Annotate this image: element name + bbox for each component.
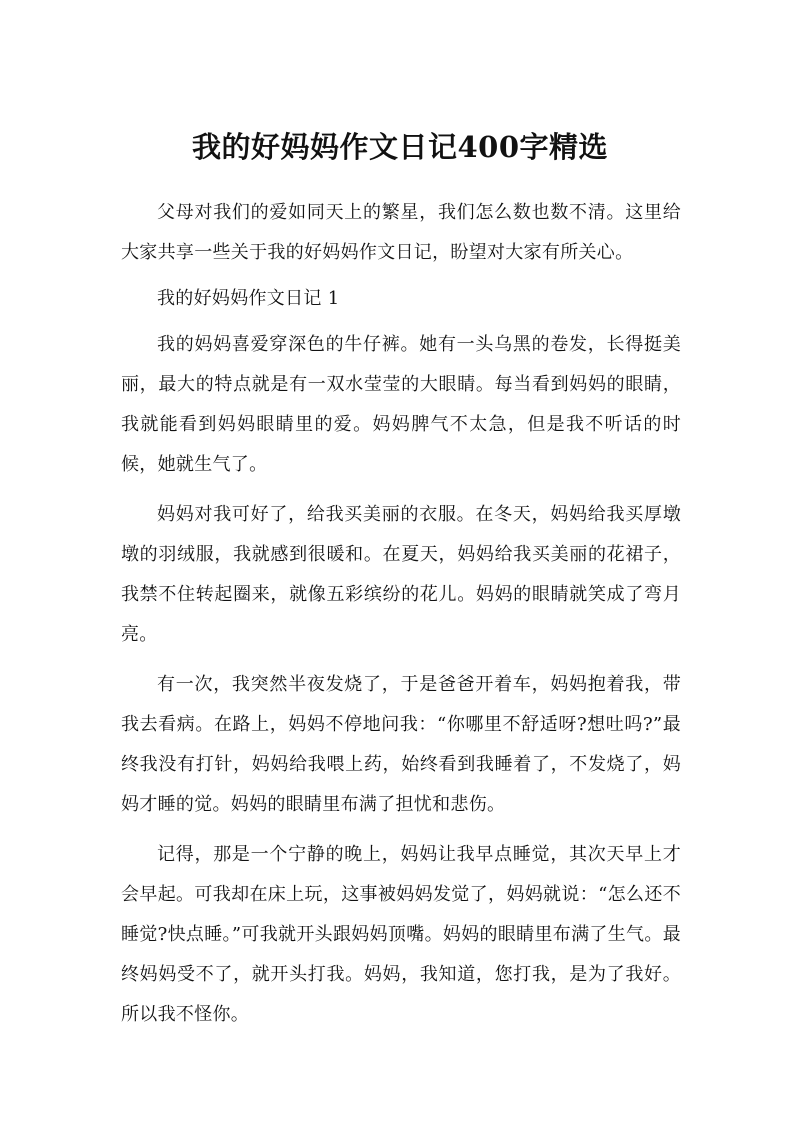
body-paragraph-3: 有一次，我突然半夜发烧了，于是爸爸开着车，妈妈抱着我，带我去看病。在路上，妈妈不停地问我：“你哪里不舒适呀?想吐吗?”最终我没有打针，妈妈给我喂上药，始终看到我睡着了，不发烧了，妈妈才睡的觉。妈妈的眼睛里布满了担忧和悲伤。 <box>121 674 681 815</box>
body-paragraph-1: 我的妈妈喜爱穿深色的牛仔裤。她有一头乌黑的卷发，长得挺美丽，最大的特点就是有一双水莹莹的大眼睛。每当看到妈妈的眼睛，我就能看到妈妈眼睛里的爱。妈妈脾气不太急，但是我不听话的时候，她就生气了。 <box>121 334 681 475</box>
intro-paragraph: 父母对我们的爱如同天上的繁星，我们怎么数也数不清。这里给大家共享一些关于我的好妈妈作文日记，盼望对大家有所关心。 <box>121 202 681 263</box>
section-heading: 我的好妈妈作文日记 1 <box>157 288 340 309</box>
document-body <box>121 193 681 1035</box>
body-paragraph-4: 记得，那是一个宁静的晚上，妈妈让我早点睡觉，其次天早上才会早起。可我却在床上玩，这事被妈妈发觉了，妈妈就说：“怎么还不睡觉?快点睡。”可我就开头跟妈妈顶嘴。妈妈的眼睛里布满了生气。最终妈妈受不了，就开头打我。妈妈，我知道，您打我，是为了我好。所以我不怪你。 <box>121 844 681 1025</box>
body-paragraph-2: 妈妈对我可好了，给我买美丽的衣服。在冬天，妈妈给我买厚墩墩的羽绒服，我就感到很暖和。在夏天，妈妈给我买美丽的花裙子，我禁不住转起圈来，就像五彩缤纷的花儿。妈妈的眼睛就笑成了弯月亮。 <box>121 504 681 645</box>
document-title: 我的好妈妈作文日记400字精选 <box>191 130 609 164</box>
